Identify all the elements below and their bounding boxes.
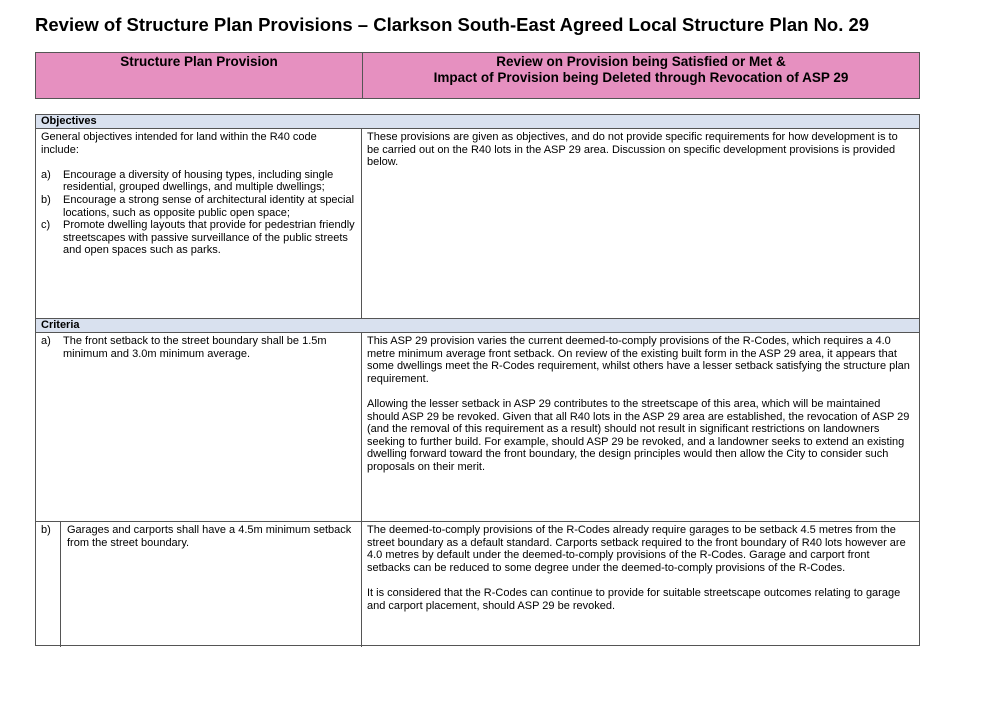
criteria-marker: b) [36, 522, 61, 647]
objective-text: Encourage a strong sense of architectural identity at special locations, such as opposite public open space; [63, 193, 355, 219]
objectives-review-cell [362, 129, 919, 318]
objectives-intro: General objectives intended for land within the R40 code include: [41, 131, 317, 156]
criteria-b-provision-cell [36, 522, 362, 647]
criteria-row-b [36, 522, 919, 647]
objective-item-c [41, 219, 356, 257]
section-heading-objectives: Objectives [36, 115, 919, 129]
criteria-row-a [36, 333, 919, 522]
criteria-a-review-p1: This ASP 29 provision varies the current deemed-to-comply provisions of the R-Codes, which requires a 4.0 metre minimum average front setback. On review of the existing built form in the ASP 29 area, it appears that some dwellings meet the R-Codes requirement, whilst others have a lesser setback satisfying the structure plan requirement. [367, 335, 910, 385]
header-review-line2: Impact of Provision being Deleted through Revocation of ASP 29 [433, 70, 849, 85]
section-heading-criteria: Criteria [36, 319, 919, 333]
objectives-row [36, 129, 919, 319]
criteria-a-provision-cell [36, 333, 362, 521]
criteria-a-text: The front setback to the street boundary shall be 1.5m minimum and 3.0m minimum average. [63, 335, 327, 360]
objective-item-a [41, 169, 356, 194]
objective-item-b [41, 194, 356, 219]
criteria-b-text: Garages and carports shall have a 4.5m minimum setback from the street boundary. [67, 524, 352, 549]
page-title: Review of Structure Plan Provisions – Clarkson South-East Agreed Local Structure Plan No. 29 [35, 14, 870, 35]
criteria-b-review-p1: The deemed-to-comply provisions of the R-Codes already require garages to be setback 4.5 metres from the street boundary as a default standard. Carports setback required to the front boundary of R40 lots however are 4.0 metres by default under the deemed-to-comply provisions of the R-Codes. Garage and carport front setbacks can be reduced to some degree under the deemed-to-comply provisions of the R-Codes. [367, 524, 906, 574]
criteria-a-review-cell [362, 333, 919, 521]
objective-marker: b) [41, 193, 51, 206]
objectives-provision-cell [36, 129, 362, 318]
objective-text: Encourage a diversity of housing types, including single residential, grouped dwellings, and multiple dwellings; [63, 168, 334, 194]
header-structure-plan-provision: Structure Plan Provision [36, 53, 363, 98]
column-header-table [35, 52, 920, 99]
criteria-marker: a) [41, 335, 51, 347]
objectives-review-text: These provisions are given as objectives, and do not provide specific requirements for how development is to be carried out on the R40 lots in the ASP 29 area. Discussion on specific development provisions is provided below. [367, 131, 898, 169]
header-review-line1: Review on Provision being Satisfied or Met & [496, 54, 786, 69]
provisions-table [35, 114, 920, 646]
objective-marker: a) [41, 168, 51, 181]
criteria-a-review-p2: Allowing the lesser setback in ASP 29 contributes to the streetscape of this area, which will be maintained should ASP 29 be revoked. Given that all R40 lots in the ASP 29 area are established, the revocation of ASP 29 (and the removal of this requirement as a result) should not result in significant restrictions on landowners seeking to further build. For example, should ASP 29 be revoked, and a landowner seeks to extend an existing dwelling forward toward the front boundary, the design principles would then allow the City to consider such proposals on their merit. [367, 397, 910, 473]
criteria-b-review-p2: It is considered that the R-Codes can continue to provide for suitable streetscape outcomes relating to garage and carport placement, should ASP 29 be revoked. [367, 586, 901, 612]
objective-marker: c) [41, 219, 51, 232]
objective-text: Promote dwelling layouts that provide for pedestrian friendly streetscapes with passive surveillance of the public streets and open spaces such as parks. [63, 219, 355, 257]
criteria-b-review-cell [362, 522, 919, 647]
header-review [363, 53, 919, 98]
